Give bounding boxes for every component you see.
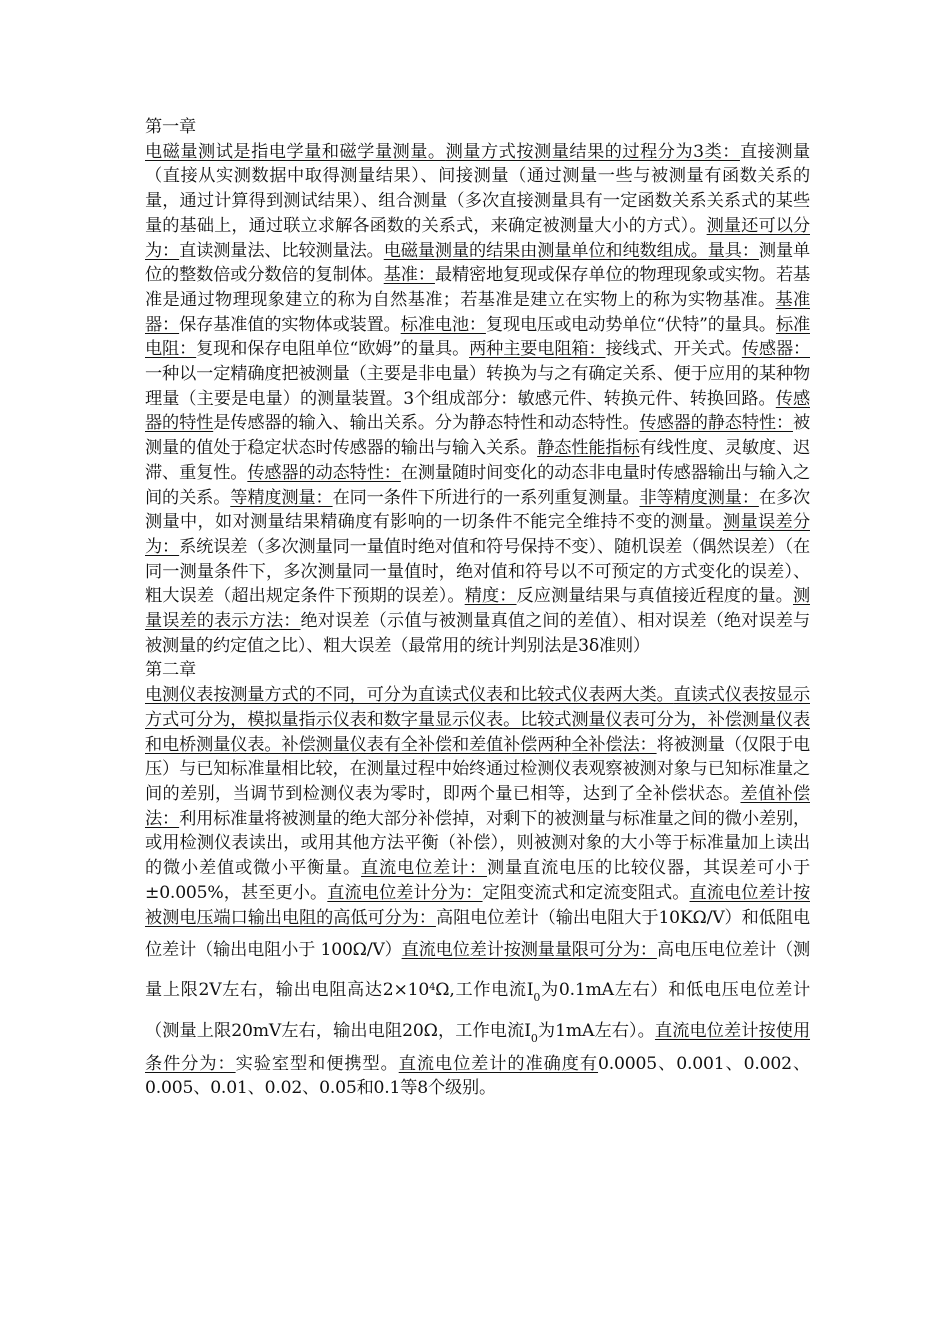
body-text: 在多次测量中，如对测量结果精确度有影响的一切条件不能完全维持不变的测量。 — [145, 487, 810, 533]
underlined-term: 直流电位差计按使用条件分为： — [145, 1020, 811, 1074]
chapter2-paragraph — [145, 683, 810, 1101]
body-text: 复现电压或电动势单位“伏特”的量具。 — [485, 314, 776, 335]
document-body — [145, 115, 810, 1101]
body-text: 绝对误差（示值与被测量真值之间的差值）、相对误差（绝对误差与被测量的约定值之比）、粗大误差（最常用的统计判别法是3δ准则） — [145, 611, 810, 656]
underlined-term: 传感器的特性 — [145, 388, 810, 434]
underlined-term: 测量误差的表示方法： — [145, 586, 810, 632]
body-text: 是传感器的输入、输出关系。分为静态特性和动态特性。 — [213, 413, 640, 434]
underlined-term: 静态性能指标 — [537, 438, 640, 459]
underlined-term: 标准电阻： — [145, 314, 810, 360]
underlined-term: 测量还可以分为： — [145, 215, 810, 261]
body-text: 一种以一定精确度把被测量（主要是非电量）转换为与之有确定关系、便于应用的某种物理量（主要是电量）的测量装置。3个组成部分：敏感元件、转换元件、转换回路。 — [145, 364, 810, 409]
underlined-term: 直流电位差计按测量量限可分为： — [401, 940, 657, 961]
body-text: 在同一条件下所进行的一系列重复测量。 — [332, 487, 640, 508]
underlined-term: 直流电位差计： — [361, 858, 487, 879]
body-text: 实验室型和便携型。 — [235, 1053, 399, 1074]
underlined-term: 比较式测量仪表可分为，补偿测量仪表和电桥测量仪表。 — [145, 709, 810, 755]
chapter1-paragraph — [145, 140, 810, 659]
underlined-term: 电磁量测量的结果由测量单位和纯数组成。 — [383, 240, 708, 261]
body-text: 利用标准量将被测量的绝大部分补偿掉，对剩下的被测量与标准量之间的微小差别，或用检测仪表读出，或用其他方法平衡（补偿），则被测对象的大小等于标准量加上读出的微小差值或微小平衡量。 — [145, 808, 810, 879]
body-text: 测量单位的整数倍或分数倍的复制体。 — [145, 240, 811, 286]
underlined-term: 补偿测量仪表有全补偿和差值补偿两种 — [281, 734, 572, 755]
underlined-term: 直流电位差计按被测电压端口输出电阻的高低可分为： — [145, 882, 810, 928]
underlined-term: 量具： — [707, 240, 759, 261]
underlined-term: 精度： — [464, 586, 517, 607]
underlined-term: 传感器的静态特性： — [639, 413, 794, 434]
body-text: 保存基准值的实物体或装置。 — [179, 314, 401, 335]
underlined-term: 等精度测量： — [230, 487, 333, 508]
body-text: Ω,工作电流I — [435, 980, 534, 1001]
underlined-term: 基准： — [383, 265, 435, 286]
underlined-term: 标准电池： — [400, 314, 486, 335]
body-text: 为0.1mA左右）和低电压电位差计（测量上限20mV左右，输出电阻20Ω，工作电流I — [145, 980, 810, 1041]
body-text: 被测量的值处于稳定状态时传感器的输出与输入关系。 — [145, 413, 811, 459]
body-text: 0 — [530, 1031, 538, 1045]
chapter1-heading: 第一章 — [145, 117, 196, 137]
underlined-term: 传感器： — [741, 339, 810, 360]
body-text: 复现和保存电阻单位“欧姆”的量具。 — [196, 339, 470, 360]
body-text: 高电压电位差计（测量上限2V左右，输出电阻高达2×10 — [145, 940, 811, 1001]
body-text: 4 — [429, 982, 436, 994]
underlined-term: 测量方式按测量结果的过程分为3类： — [445, 141, 740, 162]
body-text: 直接测量（直接从实测数据中取得测量结果）、间接测量（通过测量一些与被测量有函数关系的量，通过计算得到测试结果）、组合测量（多次直接测量具有一定函数关系关系式的某些量的基础上，通过联立求解各函数的关系式，来确定被测量大小的方式）。 — [145, 141, 811, 236]
underlined-term: 测量误差分为： — [145, 512, 810, 557]
body-text: 高阻电位差计（输出电阻大于10KΩ/V）和低阻电位差计（输出电阻小于 100Ω/V） — [145, 907, 810, 961]
body-text: 定阻变流式和定流变阻式。 — [482, 882, 690, 903]
body-text: 在测量随时间变化的动态非电量时传感器输出与输入之间的关系。 — [145, 462, 811, 508]
underlined-term: 电磁量测试是指电学量和磁学量测量。 — [145, 141, 446, 162]
underlined-term: 非等精度测量： — [639, 487, 759, 508]
body-text: 有线性度、灵敏度、迟滞、重复性。 — [145, 438, 810, 483]
body-text: 接线式、开关式。 — [605, 339, 742, 360]
underlined-term: 基准器： — [145, 289, 810, 335]
body-text: 为1mA左右）。 — [537, 1020, 655, 1041]
underlined-term: 传感器的动态特性： — [247, 462, 401, 483]
underlined-term: 两种主要电阻箱： — [469, 339, 606, 360]
underlined-term: 直读式仪表按显示方式可分为，模拟量指示仪表和数字量显示仪表。 — [145, 685, 810, 730]
underlined-term: 电测仪表按测量方式的不同，可分为直读式仪表和比较式仪表两大类。 — [145, 685, 674, 706]
chapter2-heading: 第二章 — [145, 660, 196, 681]
body-text: 测量直流电压的比较仪器，其误差可小于±0.005%，甚至更小。 — [145, 858, 810, 903]
underlined-term: 直流电位差计的准确度有 — [398, 1053, 599, 1074]
underlined-term: 差值补偿法： — [145, 783, 810, 829]
body-text: 系统误差（多次测量同一量值时绝对值和符号保持不变）、随机误差（偶然误差）（在同一测量条件下，多次测量同一量值时，绝对值和符号以不可预定的方式变化的误差）、粗大误差（超出规定条件下预期的误差）。 — [145, 536, 810, 607]
body-text: 将被测量（仅限于电压）与已知标准量相比较，在测量过程中始终通过检测仪表观察被测对象与已知标准量之间的差别，当调节到检测仪表为零时，即两个量已相等，达到了全补偿状态。 — [145, 734, 810, 804]
underlined-term: 全补偿法： — [571, 734, 657, 755]
body-text: 0 — [533, 991, 541, 1005]
underlined-term: 直流电位差计分为： — [327, 882, 483, 903]
body-text: 0.0005、0.001、0.002、0.005、0.01、0.02、0.05和0.1等8个级别。 — [145, 1053, 811, 1099]
body-text: 反应测量结果与真值接近程度的量。 — [516, 586, 793, 607]
body-text: 最精密地复现或保存单位的物理现象或实物。若基准是通过物理现象建立的称为自然基准；若基准是建立在实物上的称为实物基准。 — [145, 265, 811, 310]
body-text: 直读测量法、比较测量法。 — [179, 240, 384, 261]
